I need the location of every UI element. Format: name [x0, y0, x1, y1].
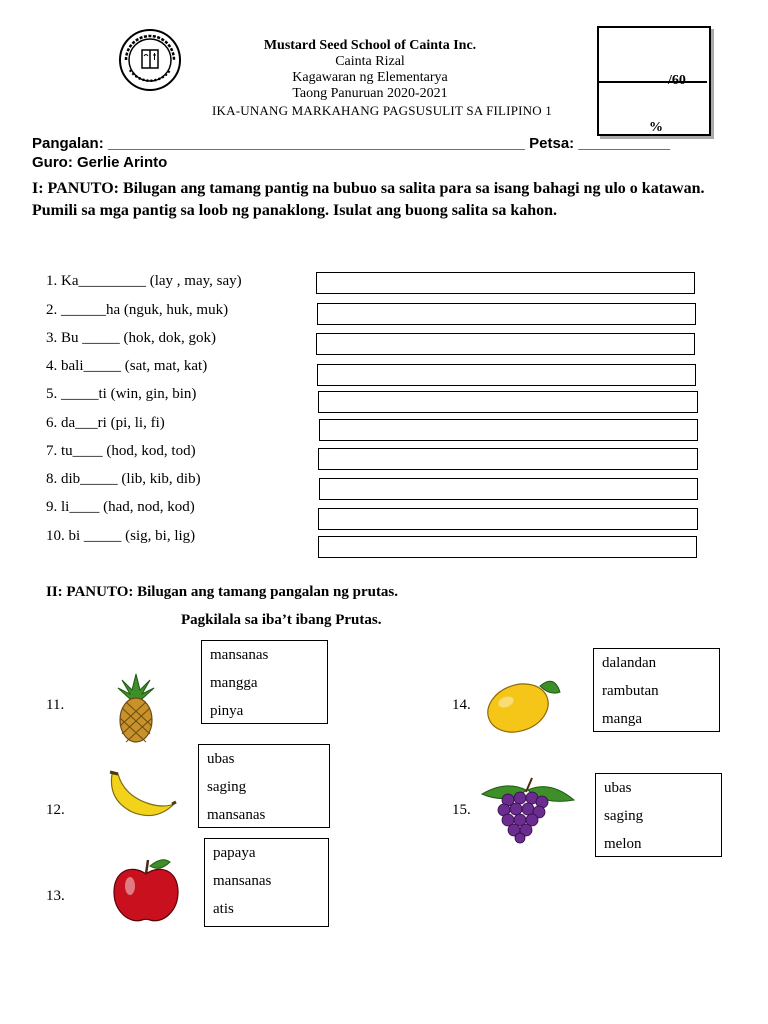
item-3: 3. Bu _____ (hok, dok, gok): [46, 330, 216, 346]
question-12-options: [198, 744, 330, 828]
item-10: 10. bi _____ (sig, bi, lig): [46, 528, 196, 544]
part2-subtitle: Pagkilala sa iba’t ibang Prutas.: [181, 612, 382, 628]
score-total: /60: [668, 73, 686, 88]
score-percent: %: [649, 120, 663, 135]
name-label: Pangalan: [32, 135, 99, 152]
answer-box-5[interactable]: [318, 391, 698, 413]
mango-icon: [484, 672, 564, 734]
option-ubas[interactable]: ubas: [604, 780, 632, 796]
question-11-number: 11.: [46, 697, 65, 713]
banana-icon: [106, 770, 178, 822]
item-7: 7. tu____ (hod, kod, tod): [46, 443, 196, 459]
answer-box-8[interactable]: [319, 478, 698, 500]
name-field[interactable]: : __________________________________________________: [98, 135, 525, 152]
question-15-options: [595, 773, 722, 857]
question-13-options: [204, 838, 329, 927]
answer-box-6[interactable]: [319, 419, 698, 441]
answer-box-3[interactable]: [316, 333, 695, 355]
option-mansanas[interactable]: mansanas: [213, 873, 272, 889]
question-13-number: 13.: [46, 888, 65, 904]
option-papaya[interactable]: papaya: [213, 845, 256, 861]
item-6: 6. da___ri (pi, li, fi): [46, 415, 165, 431]
question-14-number: 14.: [452, 697, 471, 713]
item-4: 4. bali_____ (sat, mat, kat): [46, 358, 208, 374]
department: Kagawaran ng Elementarya: [292, 70, 448, 85]
item-5: 5. _____ti (win, gin, bin): [46, 386, 197, 402]
answer-box-7[interactable]: [318, 448, 698, 470]
school-location: Cainta Rizal: [335, 54, 405, 69]
school-name: Mustard Seed School of Cainta Inc.: [263, 38, 477, 53]
option-manga[interactable]: manga: [602, 711, 642, 727]
answer-box-9[interactable]: [318, 508, 698, 530]
question-12-number: 12.: [46, 802, 65, 818]
option-mansanas[interactable]: mansanas: [210, 647, 269, 663]
item-1: 1. Ka_________ (lay , may, say): [46, 273, 242, 289]
apple-icon: [110, 856, 182, 926]
student-info-line: [32, 135, 670, 152]
date-label: Petsa: [529, 135, 570, 152]
part2-instruction: II: PANUTO: Bilugan ang tamang pangalan ng prutas.: [46, 584, 399, 600]
school-logo: [118, 28, 182, 92]
option-saging[interactable]: saging: [207, 779, 247, 795]
option-ubas[interactable]: ubas: [207, 751, 235, 767]
answer-box-2[interactable]: [317, 303, 696, 325]
grapes-icon: [476, 776, 576, 844]
option-dalandan[interactable]: dalandan: [602, 655, 657, 671]
exam-title: IKA-UNANG MARKAHANG PAGSUSULIT SA FILIPINO 1: [212, 103, 552, 118]
school-year: Taong Panuruan 2020-2021: [292, 86, 448, 101]
answer-box-10[interactable]: [318, 536, 697, 558]
teacher-name: Guro: Gerlie Arinto: [32, 154, 168, 171]
option-pinya[interactable]: pinya: [210, 703, 244, 719]
pineapple-icon: [112, 672, 160, 744]
question-11-options: [201, 640, 328, 724]
item-9: 9. li____ (had, nod, kod): [46, 499, 195, 515]
option-mansanas[interactable]: mansanas: [207, 807, 266, 823]
option-melon[interactable]: melon: [604, 836, 642, 852]
part1-instruction: I: PANUTO: Bilugan ang tamang pantig na bubuo sa salita para sa isang bahagi ng ulo o katawan. Pumili sa mga pantig sa loob ng panaklong. Isulat ang buong salita sa kahon.: [32, 180, 705, 219]
answer-box-4[interactable]: [317, 364, 696, 386]
option-saging[interactable]: saging: [604, 808, 644, 824]
answer-box-1[interactable]: [316, 272, 695, 294]
question-15-number: 15.: [452, 802, 471, 818]
item-2: 2. ______ha (nguk, huk, muk): [46, 302, 229, 318]
option-mangga[interactable]: mangga: [210, 675, 258, 691]
score-divider: [599, 81, 707, 83]
date-field[interactable]: : ___________: [569, 135, 671, 152]
item-8: 8. dib_____ (lib, kib, dib): [46, 471, 201, 487]
option-atis[interactable]: atis: [213, 901, 234, 917]
question-14-options: [593, 648, 720, 732]
option-rambutan[interactable]: rambutan: [602, 683, 659, 699]
